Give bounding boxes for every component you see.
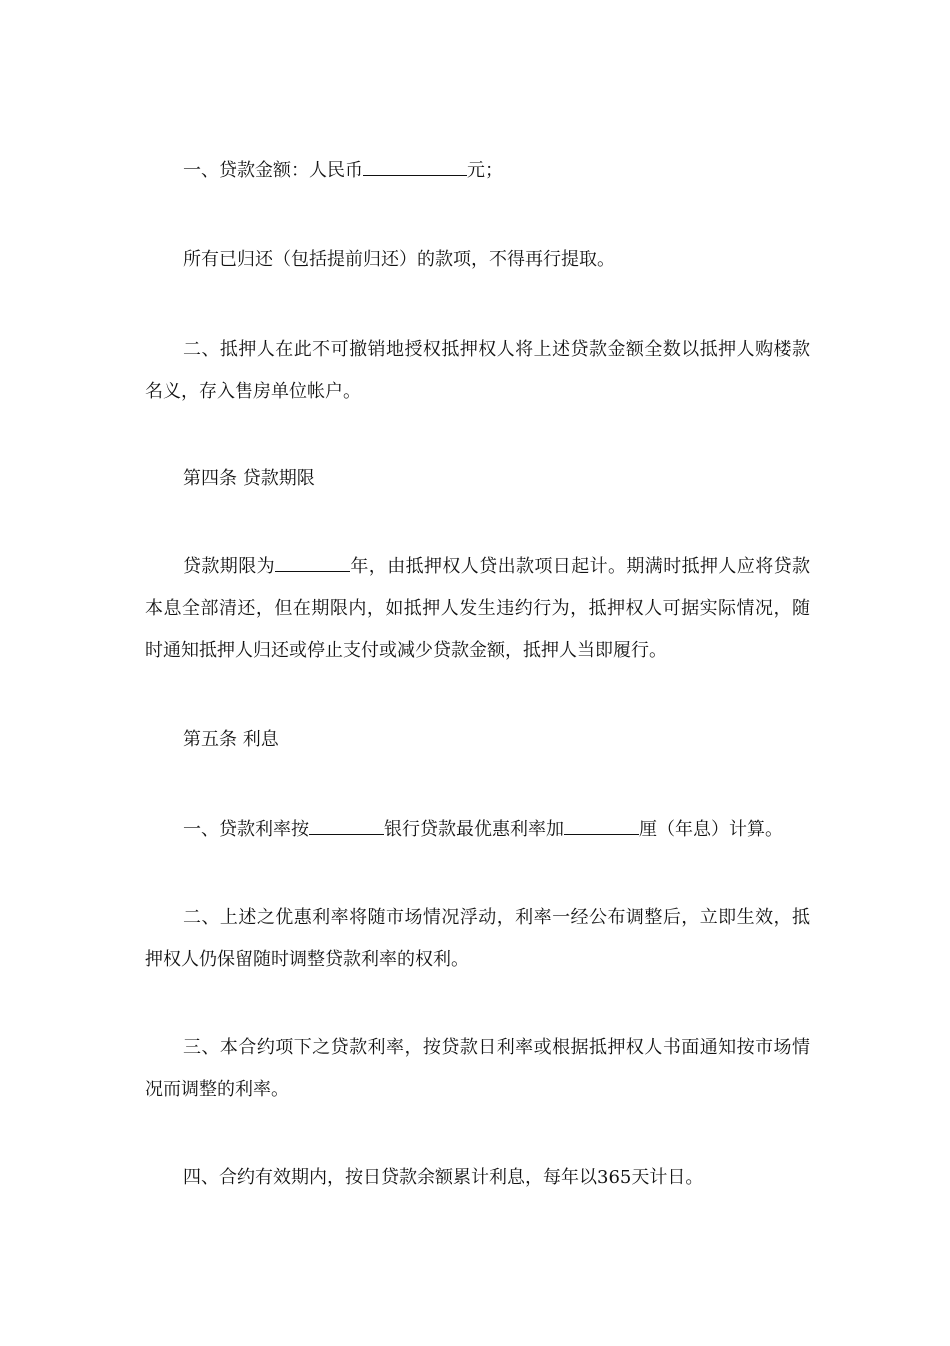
applicable-rate-paragraph: 三、本合约项下之贷款利率，按贷款日利率或根据抵押权人书面通知按市场情况而调整的利率。 xyxy=(145,1037,810,1100)
bank-name-blank xyxy=(309,816,384,835)
loan-term-blank xyxy=(275,553,350,572)
floating-rate-paragraph: 二、上述之优惠利率将随市场情况浮动，利率一经公布调整后，立即生效，抵押权人仍保留随时调整贷款利率的权利。 xyxy=(145,907,810,970)
loan-amount-label: 一、贷款金额：人民币 xyxy=(183,160,363,181)
loan-term-text: 年，由抵押权人贷出款项日起计。期满时抵押人应将贷款本息全部清还，但在期限内，如抵押人发生违约行为，抵押权人可据实际情况，随时通知抵押人归还或停止支付或减少贷款金额，抵押人当即履行。 xyxy=(145,556,810,661)
article-four-heading: 第四条 贷款期限 xyxy=(183,468,315,489)
loan-term-paragraph xyxy=(145,546,810,672)
interest-rate-paragraph xyxy=(145,809,810,851)
authorization-paragraph: 二、抵押人在此不可撤销地授权抵押权人将上述贷款金额全数以抵押人购楼款名义，存入售房单位帐户。 xyxy=(145,339,810,402)
loan-amount-paragraph xyxy=(145,150,810,192)
loan-term-label: 贷款期限为 xyxy=(183,556,275,577)
repaid-funds-paragraph: 所有已归还（包括提前归还）的款项，不得再行提取。 xyxy=(183,249,615,270)
article-five-heading: 第五条 利息 xyxy=(183,729,279,750)
interest-rate-end: 厘（年息）计算。 xyxy=(639,819,783,840)
loan-amount-blank xyxy=(363,157,467,176)
rate-margin-blank xyxy=(564,816,639,835)
loan-amount-unit: 元； xyxy=(467,160,503,181)
interest-calculation-paragraph: 四、合约有效期内，按日贷款余额累计利息，每年以365天计日。 xyxy=(183,1167,704,1188)
interest-rate-label: 一、贷款利率按 xyxy=(183,819,309,840)
interest-rate-middle: 银行贷款最优惠利率加 xyxy=(384,819,564,840)
